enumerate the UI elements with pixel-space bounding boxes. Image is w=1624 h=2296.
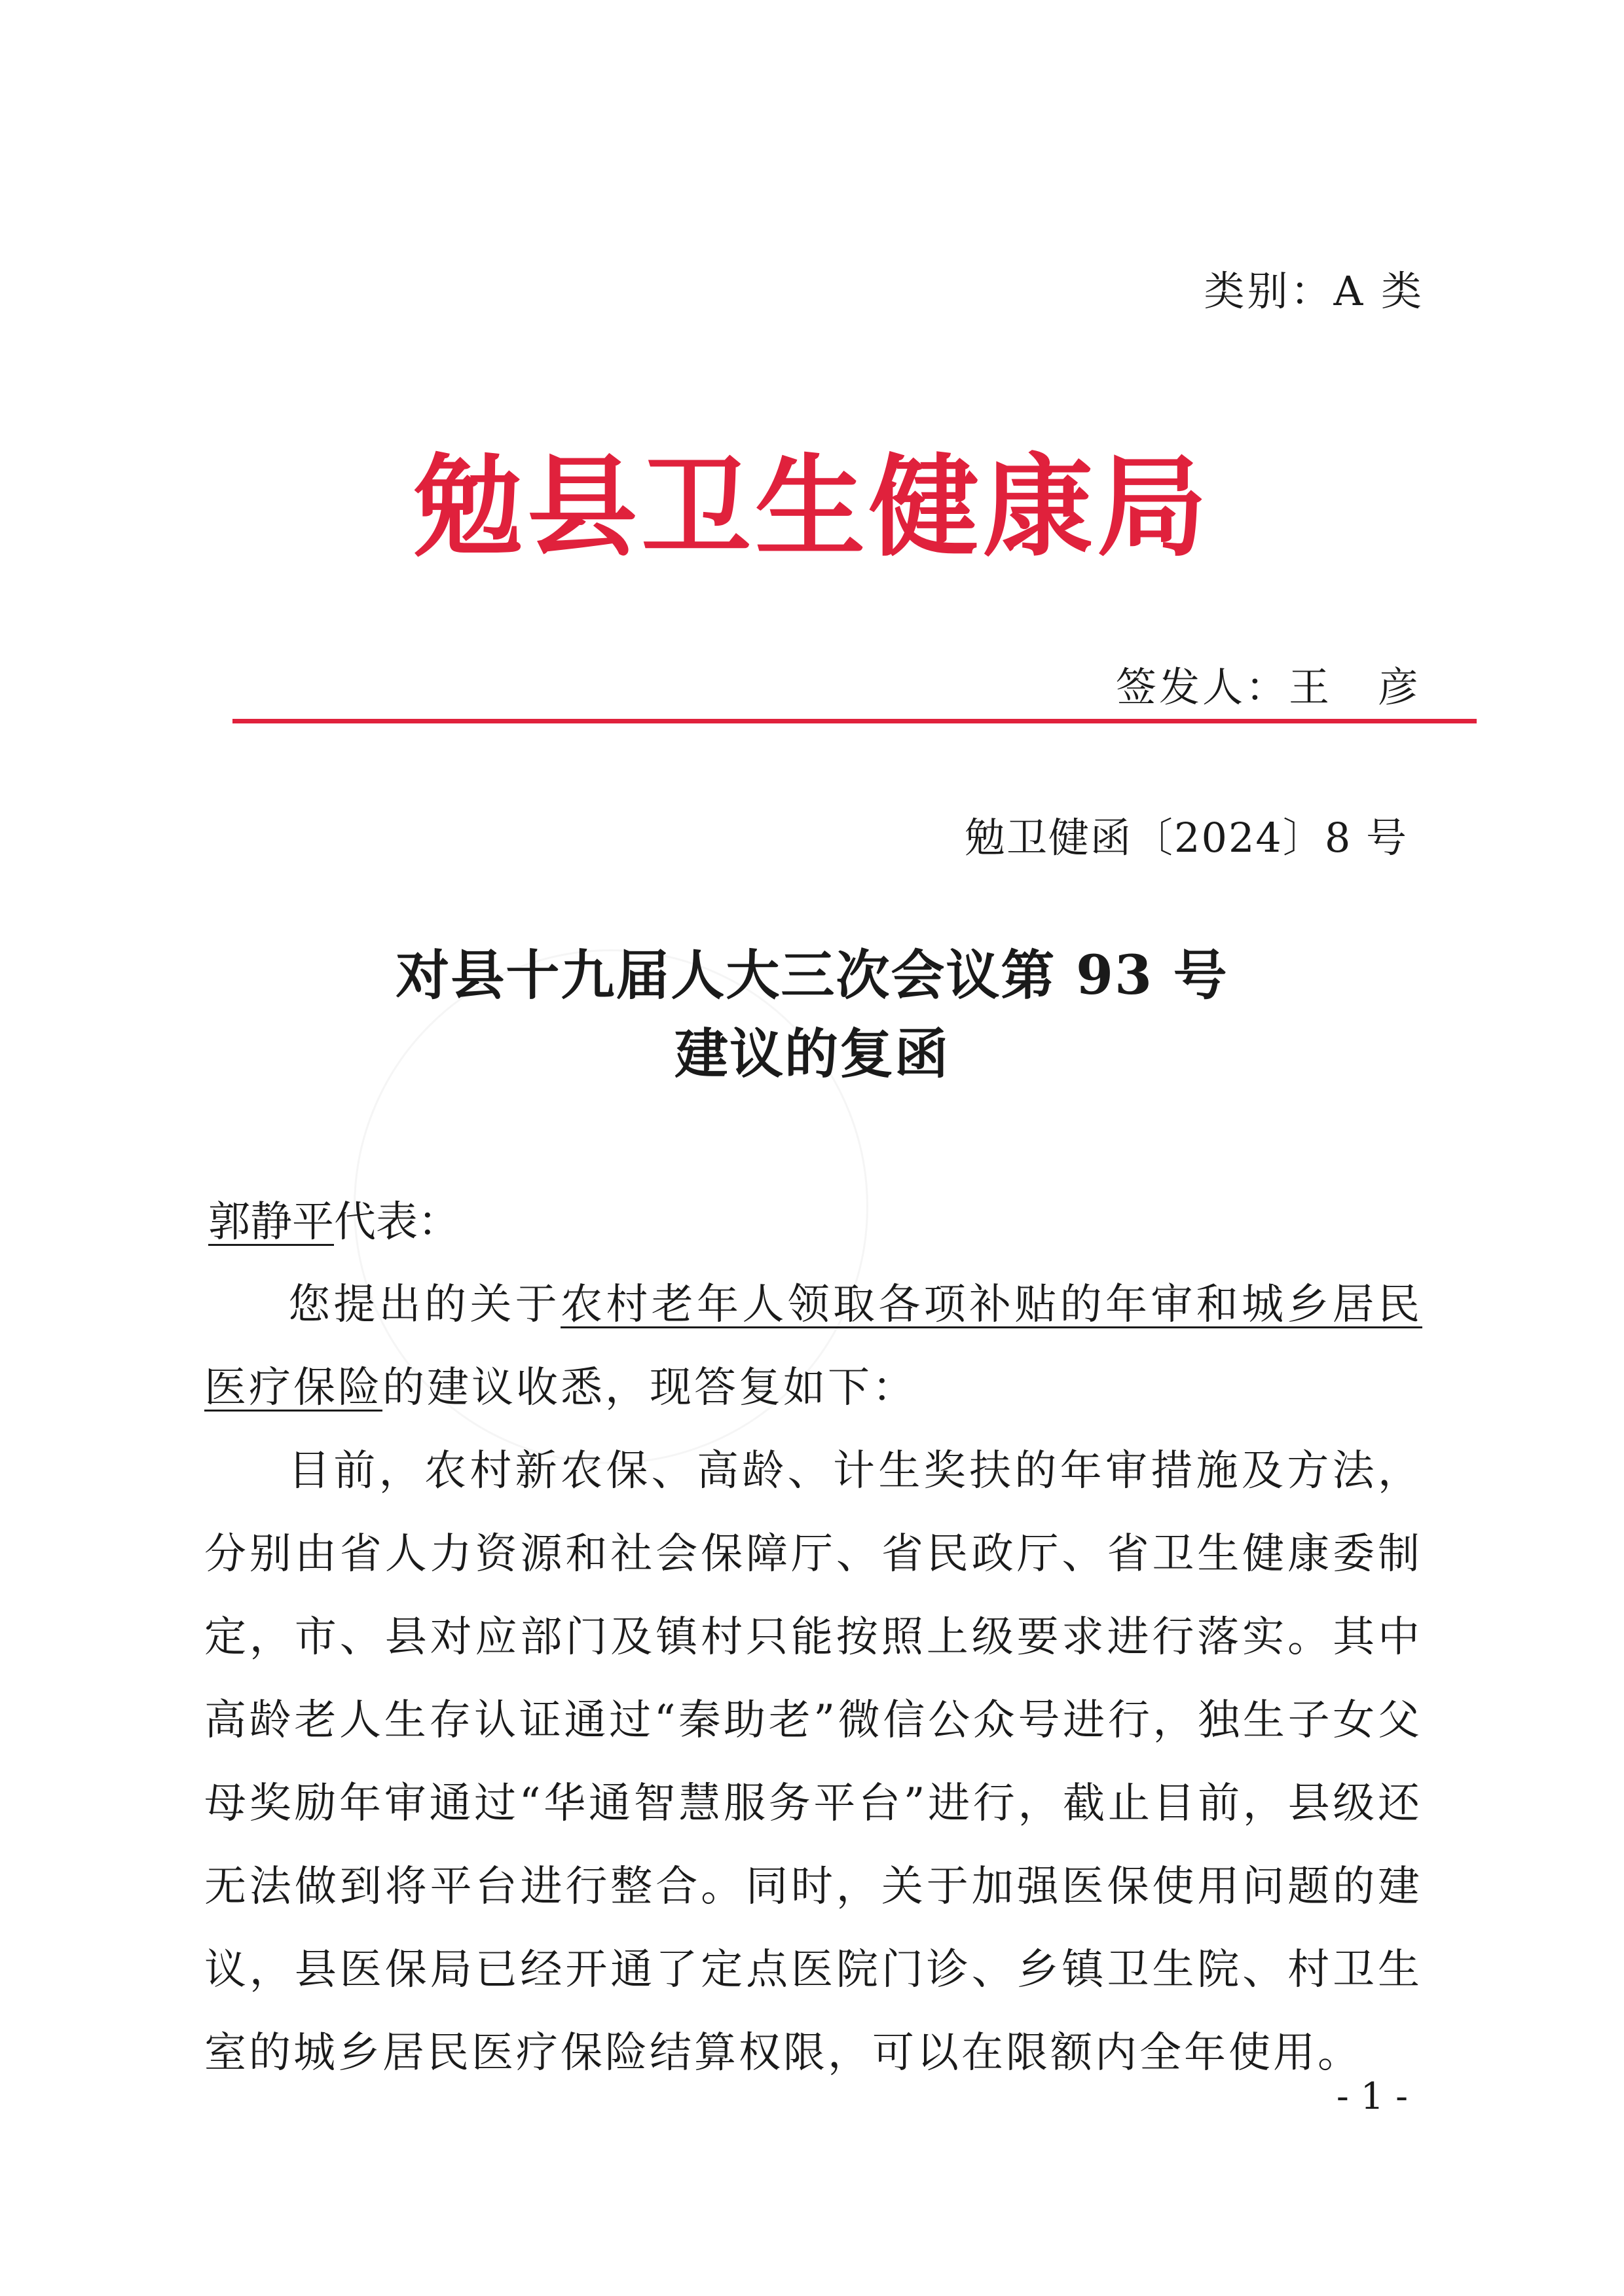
paragraph-1 bbox=[204, 1264, 1422, 1430]
issuer-heading: 勉县卫生健康局 bbox=[413, 442, 1211, 572]
document-title bbox=[0, 936, 1624, 1093]
document-category: 类别：A 类 bbox=[1204, 267, 1424, 315]
p1-topic-underlined: 农村老年人领取各项补贴的年审和城乡居民医疗保险 bbox=[204, 1281, 1422, 1412]
letter-body bbox=[204, 1264, 1422, 2095]
document-number: 勉卫健函〔2024〕8 号 bbox=[965, 814, 1408, 862]
title-line-1: 对县十九届人大三次会议第 93 号 bbox=[396, 944, 1228, 1007]
signer-line bbox=[1116, 655, 1421, 713]
paragraph-2: 目前，农村新农保、高龄、计生奖扶的年审措施及方法，分别由省人力资源和社会保障厅、省民政厅、省卫生健康委制定，市、县对应部门及镇村只能按照上级要求进行落实。其中高龄老人生存认证通过“秦助老”微信公众号进行，独生子女父母奖励年审通过“华通智慧服务平台”进行，截止目前，县级还无法做到将平台进行整合。同时，关于加强医保使用问题的建议，县医保局已经开通了定点医院门诊、乡镇卫生院、村卫生室的城乡居民医疗保险结算权限，可以在限额内全年使用。 bbox=[204, 1447, 1422, 2077]
signer-label: 签发人：王 bbox=[1115, 663, 1332, 711]
salutation-suffix: 代表： bbox=[334, 1198, 460, 1247]
title-line-2: 建议的复函 bbox=[674, 1023, 950, 1085]
salutation bbox=[208, 1188, 460, 1248]
page-number: - 1 - bbox=[1336, 2075, 1408, 2118]
red-divider-line bbox=[232, 719, 1477, 723]
p1-prefix: 您提出的关于 bbox=[288, 1281, 561, 1329]
p1-suffix: 的建议收悉，现答复如下： bbox=[382, 1364, 917, 1412]
recipient-name: 郭静平 bbox=[208, 1198, 334, 1247]
signer-name-tail: 彦 bbox=[1377, 663, 1421, 711]
